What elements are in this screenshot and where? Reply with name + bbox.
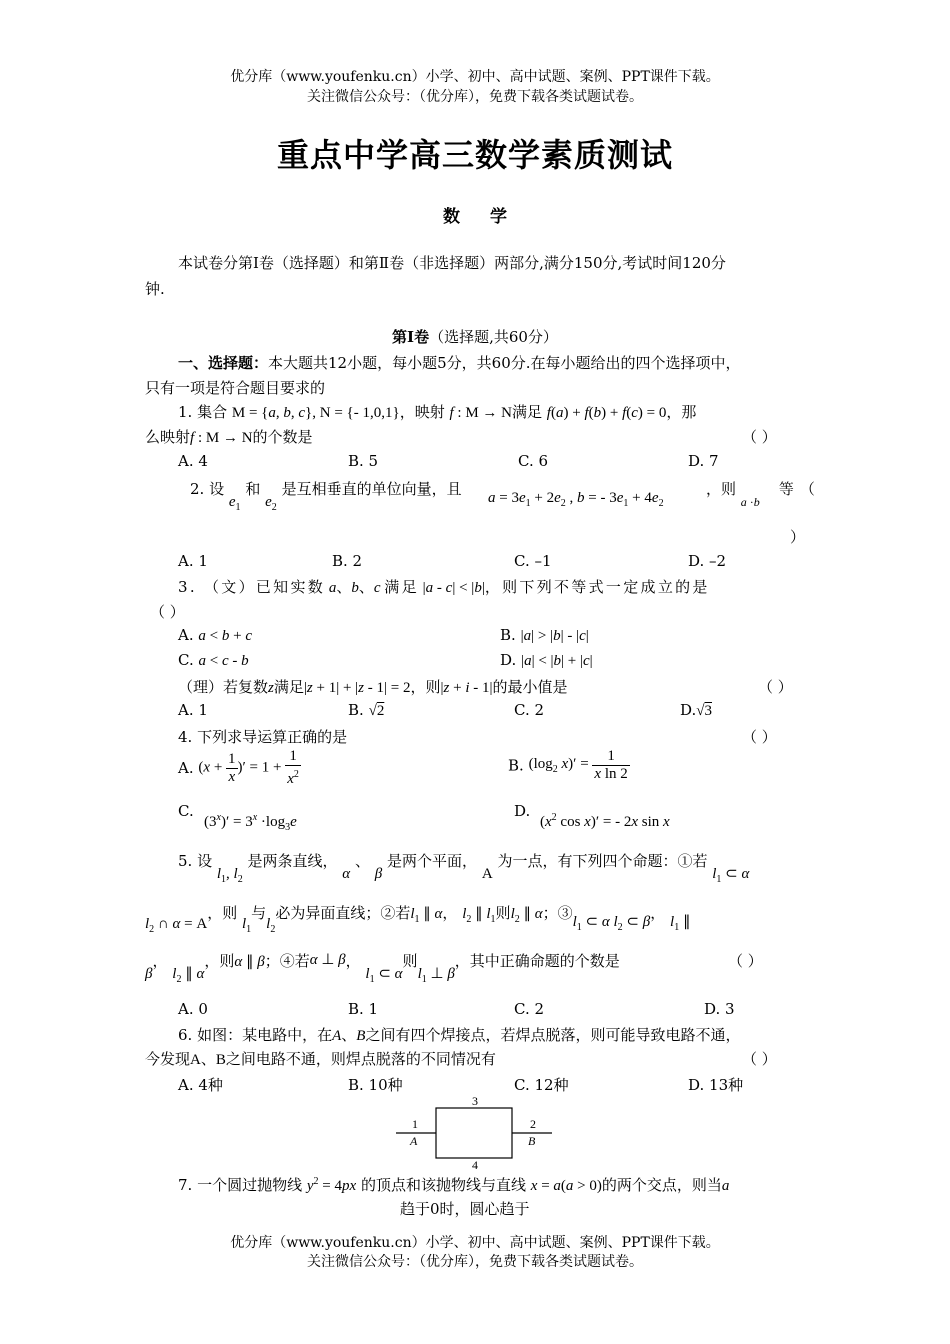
- q5-answer-paren: （ ）: [728, 952, 763, 970]
- q6-option-a: A. 4种: [178, 1076, 223, 1094]
- q5-option-c: C. 2: [514, 1000, 545, 1018]
- q1-option-a: A. 4: [178, 452, 208, 470]
- point-b-label: B: [528, 1134, 536, 1148]
- q2-option-c: C. –1: [514, 552, 552, 570]
- point-4-label: 4: [472, 1158, 478, 1170]
- q3-option-b: B. |a| > |b| - |c|: [500, 626, 589, 644]
- q1-answer-paren: （ ）: [742, 428, 777, 446]
- point-a-label: A: [410, 1134, 418, 1148]
- q6-stem-line-2: 今发现A、B之间电路不通，则焊点脱落的不同情况有: [145, 1050, 496, 1068]
- q4-option-c: $(3^x)' = 3^x \cdot\log_3e$: [204, 812, 297, 833]
- section1-line-2: 只有一项是符合题目要求的: [145, 379, 326, 397]
- q6-answer-paren: （ ）: [742, 1050, 777, 1068]
- q4-option-d-label: D.: [514, 802, 531, 820]
- q5-line-3: β， $l_2$ ∥ α，则α ∥ β；④若α ⊥ β， $l_1$ ⊂ α则$l_1$ ⊥ β，其中正确命题的个数是: [145, 952, 620, 985]
- q3-option-d: D. |a| < |b| + |c|: [500, 651, 593, 669]
- footer-line-1: 优分库（www.youfenku.cn）小学、初中、高中试题、案例、PPT课件下载。: [230, 1235, 720, 1251]
- q1-option-c: C. 6: [518, 452, 549, 470]
- part1-heading: 第Ⅰ卷（选择题,共60分）: [392, 328, 558, 346]
- q2-stem: 2. 设 $e_1$ 和 $e_2$ 是互相垂直的单位向量，且: [190, 480, 462, 513]
- point-2-label: 2: [530, 1117, 536, 1131]
- q4-option-d: ($x^2$ cos x)′ = - 2x sin x: [540, 812, 670, 830]
- q5-option-a: A. 0: [178, 1000, 208, 1018]
- header-line-2: 关注微信公众号：（优分库），免费下载各类试题试卷。: [307, 89, 643, 105]
- q3-option-c: C. a < c - b: [178, 651, 249, 669]
- footer-line-2: 关注微信公众号：（优分库），免费下载各类试题试卷。: [307, 1254, 643, 1270]
- q6-option-d: D. 13种: [688, 1076, 744, 1094]
- q2-stem-end: ，则 $_{a \cdot b}$ 等（: [706, 480, 821, 509]
- q1-option-b: B. 5: [348, 452, 379, 470]
- q3-li-option-c: C. 2: [514, 701, 545, 719]
- q3-answer-paren: （ ）: [150, 603, 185, 621]
- q3-option-a: A. a < b + c: [178, 626, 252, 644]
- q7-stem: 7. 一个圆过抛物线 $y^2 = 4px$ 的顶点和该抛物线与直线 x = a(a > 0)的两个交点，则当a: [178, 1176, 730, 1194]
- page-title: 重点中学高三数学素质测试: [276, 136, 673, 174]
- subject-title: 数学: [443, 207, 537, 227]
- q5-option-b: B. 1: [348, 1000, 379, 1018]
- q5-stem: 5. 设 $l_1$, $l_2$ 是两条直线， α 、 β 是两个平面， A 为一点，有下列四个命题：①若 $l_1$ ⊂ α: [178, 852, 750, 885]
- q2-vectors: $a = 3e_1 + 2e_2$ , b = - $3e_1 + 4e_2$: [488, 490, 664, 509]
- q2-close-paren: ）: [790, 528, 806, 546]
- q7-stem-line-2: 趋于0时，圆心趋于: [400, 1200, 530, 1218]
- q2-option-d: D. –2: [688, 552, 727, 570]
- q3-stem: 3. （文）已知实数 a、b、c 满足 |a - c| < |b|，则下列不等式一定成立的是: [178, 578, 710, 596]
- q6-stem: 6. 如图：某电路中，在A、B之间有四个焊接点，若焊点脱落，则可能导致电路不通，: [178, 1026, 741, 1044]
- q6-option-c: C. 12种: [514, 1076, 569, 1094]
- point-1-label: 1: [412, 1117, 418, 1131]
- q1-stem-line-2: 么映射f : M → N的个数是: [145, 428, 313, 446]
- q3-li-paren: （ ）: [758, 678, 793, 696]
- q5-line-2: $l_2$ ∩ α = A，则 $l_1$与$l_2$必为异面直线；②若$l_1$ ∥ α， $l_2$ ∥ $l_1$则$l_2$ ∥ α；$③l_1$ ⊂ α $l_2$ ⊂ β， $l_1$ ∥: [145, 904, 691, 935]
- q2-option-b: B. 2: [332, 552, 363, 570]
- q2-option-a: A. 1: [178, 552, 208, 570]
- q1-stem: 1. 集合 M = {a, b, c}, N = {- 1,0,1}，映射 f : M → N满足 f(a) + f(b) + f(c) = 0，那: [178, 403, 697, 421]
- q5-option-d: D. 3: [704, 1000, 735, 1018]
- q6-option-b: B. 10种: [348, 1076, 403, 1094]
- q3-li-option-b: B. √2: [348, 701, 385, 719]
- q3-li-stem: （理）若复数z满足|z + 1| + |z - 1| = 2，则|z + i - 1|的最小值是: [178, 678, 568, 696]
- q4-stem: 4. 下列求导运算正确的是: [178, 728, 348, 746]
- intro-line-1: 本试卷分第Ⅰ卷（选择题）和第Ⅱ卷（非选择题）两部分,满分150分,考试时间120分: [178, 254, 726, 272]
- q4-option-a: A. (x + $\frac{1}{x}$ )′ = 1 + $\frac{1}{x^2}$: [178, 748, 299, 787]
- q4-answer-paren: （ ）: [742, 728, 777, 746]
- header-line-1: 优分库（www.youfenku.cn）小学、初中、高中试题、案例、PPT课件下载。: [230, 69, 720, 85]
- q1-option-d: D. 7: [688, 452, 719, 470]
- q3-li-option-a: A. 1: [178, 701, 208, 719]
- q3-li-option-d: D.√3: [680, 701, 712, 719]
- circuit-loop: [436, 1108, 512, 1158]
- intro-line-2: 钟.: [145, 280, 165, 298]
- point-3-label: 3: [472, 1094, 478, 1108]
- section1-line-1: 一、选择题：本大题共12小题，每小题5分，共60分.在每小题给出的四个选择项中，: [178, 354, 741, 372]
- q4-option-c-label: C.: [178, 802, 194, 820]
- q4-option-b: B. ($\log_2$ x)′ = $\frac{1}{\text{x ln 2}}$: [508, 748, 628, 782]
- circuit-diagram: [390, 1092, 560, 1170]
